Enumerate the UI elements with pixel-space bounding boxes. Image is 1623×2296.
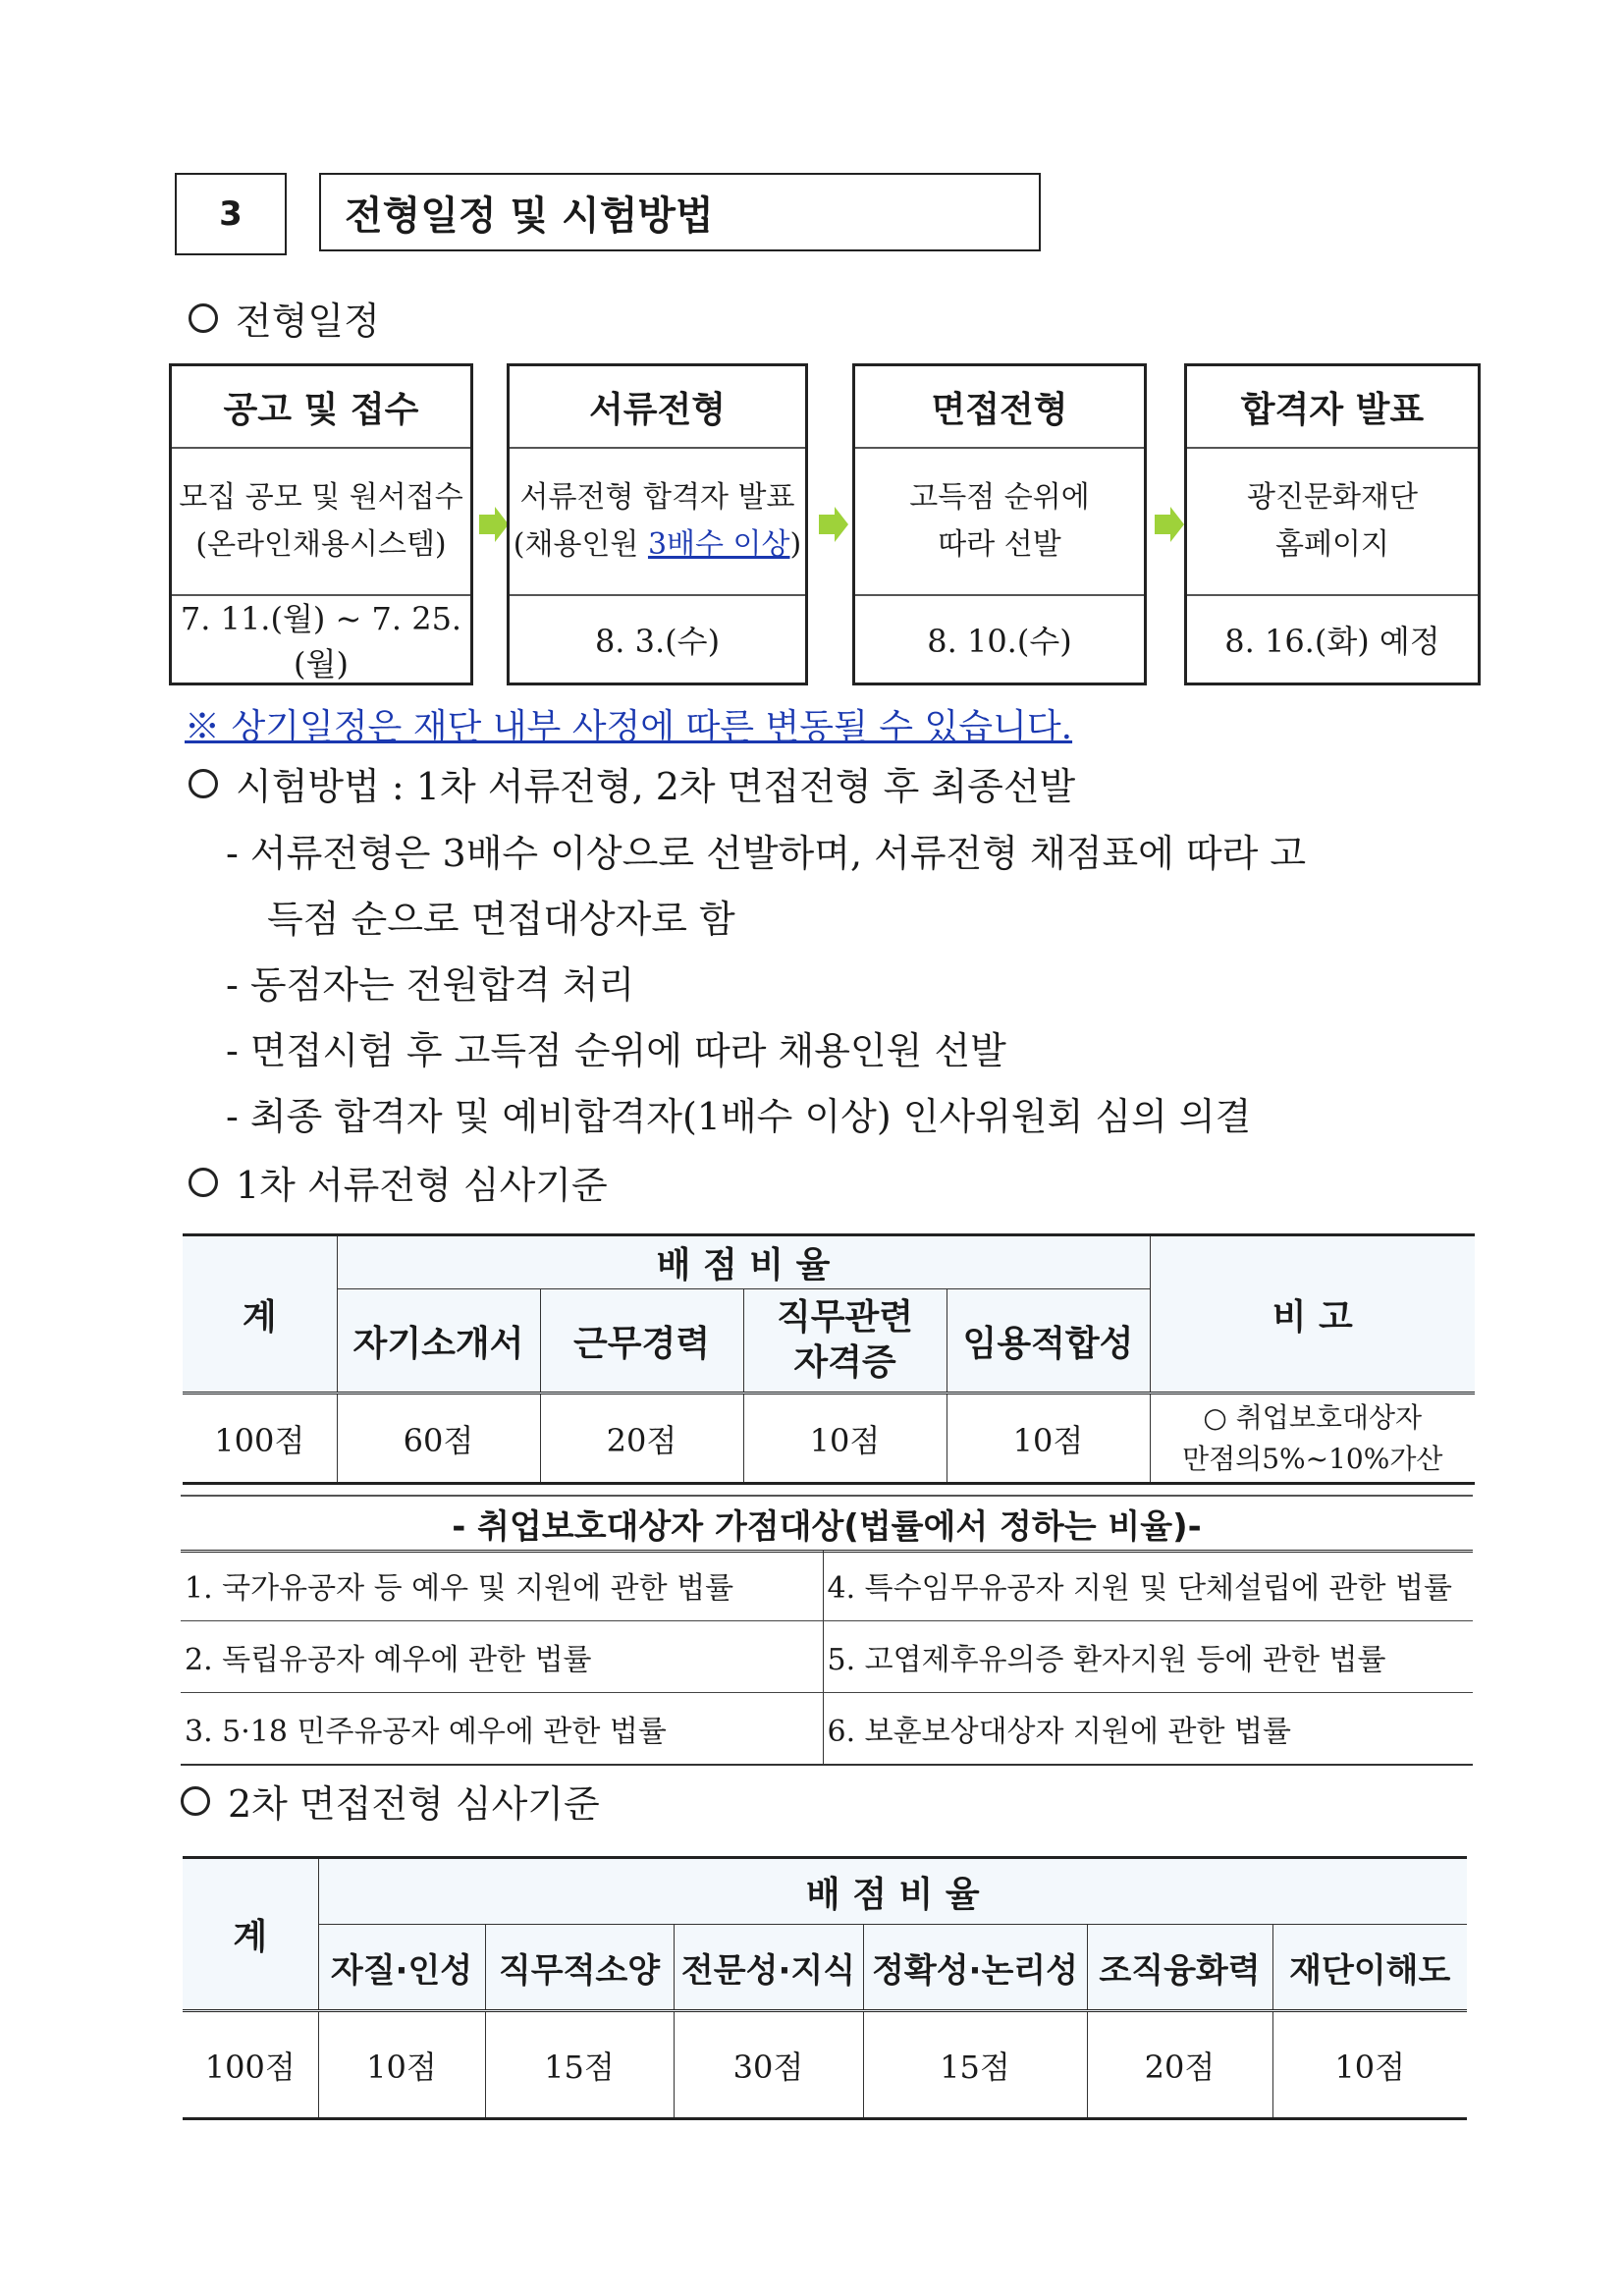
schedule-step-3 (852, 363, 1147, 685)
second-round-heading-text: 2차 면접전형 심사기준 (228, 1782, 600, 1826)
law-item: 6. 보훈보상대상자 지원에 관한 법률 (823, 1693, 1473, 1766)
column-header: 직무적소양 (485, 1925, 674, 2011)
step-desc-line (514, 521, 801, 569)
second-round-table (183, 1856, 1467, 2120)
first-round-table (183, 1233, 1475, 1485)
column-header-line: 직무관련 (776, 1297, 914, 1338)
value-cell: 10점 (1272, 2011, 1467, 2119)
step-desc-line: (온라인채용시스템) (195, 527, 447, 562)
bonus-title: - 취업보호대상자 가점대상(법률에서 정하는 비율)- (181, 1495, 1473, 1553)
step-title: 면접전형 (855, 366, 1144, 449)
desc-suffix: ) (789, 527, 802, 562)
value-cell: 10점 (318, 2011, 485, 2119)
value-cell: 20점 (1087, 2011, 1272, 2119)
column-header (743, 1289, 947, 1394)
method-item: - 서류전형은 3배수 이상으로 선발하며, 서류전형 채점표에 따라 고 (226, 832, 1307, 875)
value-cell: 10점 (743, 1394, 947, 1484)
schedule-step-1 (169, 363, 473, 685)
total-cell: 100점 (183, 1394, 337, 1484)
first-round-heading-text: 1차 서류전형 심사기준 (236, 1164, 608, 1207)
law-item: 2. 독립유공자 예우에 관한 법률 (181, 1621, 823, 1693)
desc-highlight: 3배수 이상 (647, 527, 790, 562)
method-item: - 면접시험 후 고득점 순위에 따라 채용인원 선발 (226, 1029, 1006, 1072)
law-item: 4. 특수임무유공자 지원 및 단체설립에 관한 법률 (823, 1550, 1473, 1621)
remark-line: 만점의5%~10%가산 (1182, 1442, 1443, 1475)
column-header: 전문성·지식 (674, 1925, 863, 2011)
ratio-header: 배 점 비 율 (337, 1235, 1150, 1289)
value-cell: 60점 (337, 1394, 540, 1484)
method-heading (189, 756, 1075, 810)
circle-bullet-icon (189, 1168, 218, 1197)
section-title: 전형일정 및 시험방법 (319, 173, 1041, 251)
schedule-step-2 (507, 363, 808, 685)
section-number: 3 (175, 173, 287, 255)
value-cell: 15점 (485, 2011, 674, 2119)
column-header: 정확성·논리성 (863, 1925, 1087, 2011)
schedule-note: ※ 상기일정은 재단 내부 사정에 따른 변동될 수 있습니다. (185, 707, 1073, 747)
desc-prefix: (채용인원 (513, 527, 648, 562)
law-item: 1. 국가유공자 등 예우 및 지원에 관한 법률 (181, 1550, 823, 1621)
step-date: 8. 3.(수) (594, 623, 721, 660)
schedule-heading-text: 전형일정 (236, 300, 380, 343)
column-header: 재단이해도 (1272, 1925, 1467, 2011)
remark-header: 비 고 (1150, 1235, 1475, 1394)
schedule-step-4 (1184, 363, 1481, 685)
value-cell: 20점 (540, 1394, 743, 1484)
law-item: 3. 5·18 민주유공자 예우에 관한 법률 (181, 1693, 823, 1766)
method-item: - 동점자는 전원합격 처리 (226, 963, 635, 1007)
method-item: 득점 순으로 면접대상자로 함 (267, 898, 735, 941)
step-date: 8. 16.(화) 예정 (1224, 623, 1440, 660)
schedule-heading (189, 291, 380, 345)
ratio-header: 배 점 비 율 (318, 1858, 1467, 1925)
law-item: 5. 고엽제후유의증 환자지원 등에 관한 법률 (823, 1621, 1473, 1693)
column-header: 조직융화력 (1087, 1925, 1272, 2011)
column-header: 근무경력 (540, 1289, 743, 1394)
total-cell: 100점 (183, 2011, 318, 2119)
total-header: 계 (183, 1858, 318, 2011)
step-desc-line: 모집 공모 및 원서접수 (179, 480, 463, 515)
step-desc-line: 따라 선발 (938, 527, 1061, 562)
column-header: 자질·인성 (318, 1925, 485, 2011)
circle-bullet-icon (181, 1786, 210, 1816)
total-header: 계 (183, 1235, 337, 1394)
value-cell: 30점 (674, 2011, 863, 2119)
method-heading-text: 시험방법 : 1차 서류전형, 2차 면접전형 후 최종선발 (236, 765, 1076, 808)
step-title: 합격자 발표 (1187, 366, 1478, 449)
step-description (855, 449, 1144, 596)
step-title: 서류전형 (510, 366, 805, 449)
step-desc-line: 서류전형 합격자 발표 (519, 480, 795, 515)
circle-bullet-icon (189, 303, 218, 333)
column-header-line: 자격증 (793, 1342, 896, 1383)
remark-line: ○ 취업보호대상자 (1203, 1400, 1423, 1434)
step-description (1187, 449, 1478, 596)
arrow-right-icon (817, 505, 850, 544)
step-desc-line: 광진문화재단 (1247, 480, 1418, 515)
remark-cell (1150, 1394, 1475, 1484)
column-header: 자기소개서 (337, 1289, 540, 1394)
step-description (172, 449, 470, 596)
step-date: 8. 10.(수) (927, 623, 1072, 660)
step-desc-line: 홈페이지 (1275, 527, 1389, 562)
step-description (510, 449, 805, 596)
second-round-heading (181, 1774, 600, 1828)
first-round-heading (189, 1155, 608, 1209)
method-item: - 최종 합격자 및 예비합격자(1배수 이상) 인사위원회 심의 의결 (226, 1095, 1252, 1138)
bonus-law-table (181, 1550, 1473, 1766)
arrow-right-icon (1153, 505, 1186, 544)
step-date: 7. 11.(월) ~ 7. 25.(월) (180, 600, 462, 683)
value-cell: 10점 (947, 1394, 1150, 1484)
step-desc-line: 고득점 순위에 (909, 480, 1090, 515)
value-cell: 15점 (863, 2011, 1087, 2119)
arrow-right-icon (477, 505, 511, 544)
column-header: 임용적합성 (947, 1289, 1150, 1394)
step-title: 공고 및 접수 (172, 366, 470, 449)
circle-bullet-icon (189, 769, 218, 798)
